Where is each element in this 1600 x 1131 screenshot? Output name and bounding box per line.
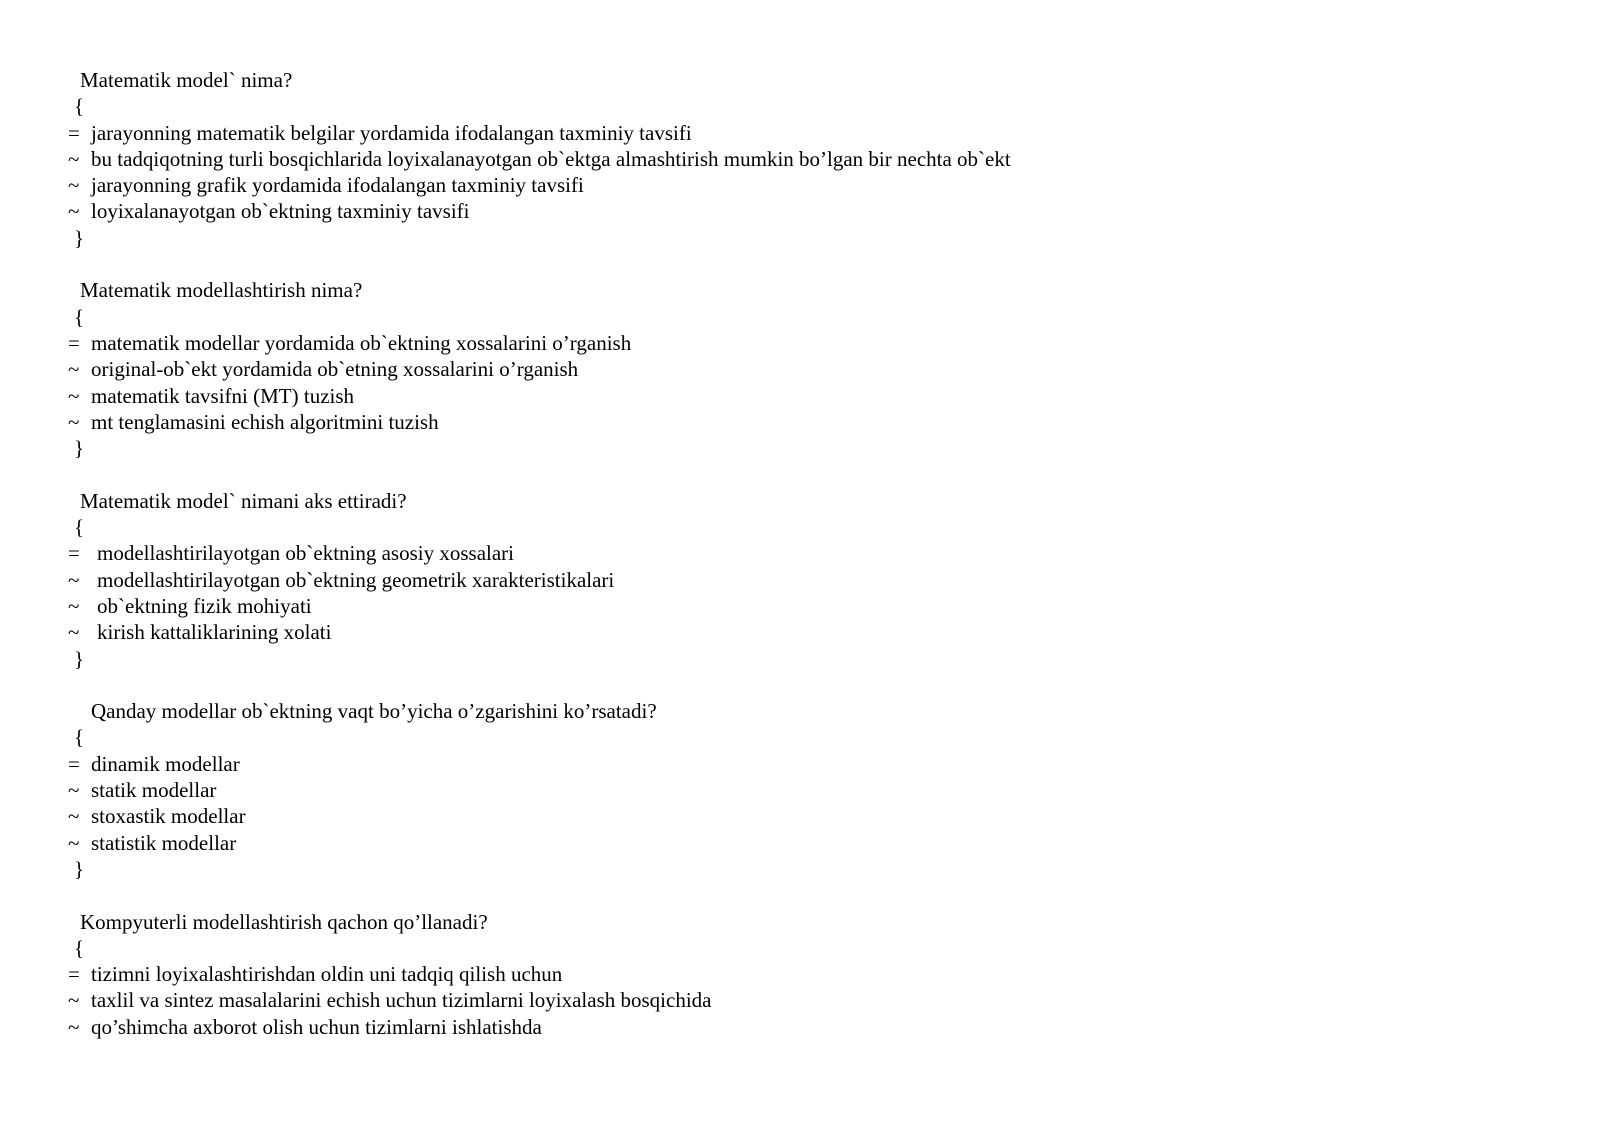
open-brace: { [74, 94, 85, 119]
answer-text: original-ob`ekt yordamida ob`etning xossalarini o’rganish [91, 357, 579, 382]
question-text: Qanday modellar ob`ektning vaqt bo’yicha o’zgarishini ko’rsatadi? [91, 699, 657, 724]
document-page [68, 67, 1548, 1066]
question-text: Matematik modellashtirish nima? [80, 278, 363, 303]
answer-marker-wrong: ~ [68, 567, 80, 592]
answer-text: modellashtirilayotgan ob`ektning geometrik xarakteristikalari [97, 567, 615, 592]
answer-line [68, 751, 1548, 777]
answer-text: taxlil va sintez masalalarini echish uchun tizimlarni loyixalash bosqichida [91, 988, 712, 1013]
answer-text: kirish kattaliklarining xolati [97, 620, 332, 645]
answer-marker-correct: = [68, 962, 80, 987]
answer-line [68, 383, 1548, 409]
answer-marker-wrong: ~ [68, 357, 80, 382]
answer-line [68, 198, 1548, 224]
open-brace: { [74, 725, 85, 750]
question-text: Matematik model` nimani aks ettiradi? [80, 488, 407, 513]
answer-marker-wrong: ~ [68, 409, 80, 434]
answer-line [68, 146, 1548, 172]
open-brace: { [74, 304, 85, 329]
answer-text: matematik tavsifni (MT) tuzish [91, 383, 355, 408]
answer-line [68, 567, 1548, 593]
open-brace: { [74, 935, 85, 960]
answer-text: jarayonning matematik belgilar yordamida ifodalangan taxminiy tavsifi [91, 120, 692, 145]
question-text: Kompyuterli modellashtirish qachon qo’llanadi? [80, 909, 488, 934]
open-brace: { [74, 515, 85, 540]
answer-text: modellashtirilayotgan ob`ektning asosiy xossalari [97, 541, 515, 566]
answer-text: statistik modellar [91, 830, 237, 855]
question-text: Matematik model` nima? [80, 68, 293, 92]
answer-line [68, 1014, 1548, 1040]
answer-line [68, 593, 1548, 619]
answer-marker-wrong: ~ [68, 593, 80, 618]
answer-text: bu tadqiqotning turli bosqichlarida loyixalanayotgan ob`ektga almashtirish mumkin bo’lgan bir nechta ob`ekt [91, 146, 1011, 171]
answer-line [68, 830, 1548, 856]
answer-line [68, 172, 1548, 198]
question-block-1 [68, 67, 1548, 251]
question-block-5 [68, 909, 1548, 1040]
answer-marker-wrong: ~ [68, 146, 80, 171]
question-block-4 [68, 698, 1548, 882]
answer-marker-wrong: ~ [68, 620, 80, 645]
answer-text: ob`ektning fizik mohiyati [97, 593, 312, 618]
answer-marker-correct: = [68, 330, 80, 355]
answer-marker-wrong: ~ [68, 173, 80, 198]
answer-text: matematik modellar yordamida ob`ektning xossalarini o’rganish [91, 330, 632, 355]
close-brace: } [74, 856, 85, 881]
question-block-2 [68, 277, 1548, 461]
answer-text: mt tenglamasini echish algoritmini tuzish [91, 409, 439, 434]
answer-marker-wrong: ~ [68, 830, 80, 855]
close-brace: } [74, 225, 85, 250]
close-brace: } [74, 436, 85, 461]
answer-text: jarayonning grafik yordamida ifodalangan taxminiy tavsifi [91, 173, 584, 198]
answer-text: statik modellar [91, 778, 217, 803]
answer-line [68, 803, 1548, 829]
answer-marker-wrong: ~ [68, 383, 80, 408]
answer-text: qo’shimcha axborot olish uchun tizimlarni ishlatishda [91, 1014, 542, 1039]
answer-line [68, 961, 1548, 987]
answer-text: stoxastik modellar [91, 804, 246, 829]
answer-text: dinamik modellar [91, 751, 240, 776]
answer-marker-wrong: ~ [68, 778, 80, 803]
answer-line [68, 777, 1548, 803]
answer-line [68, 330, 1548, 356]
answer-text: loyixalanayotgan ob`ektning taxminiy tavsifi [91, 199, 470, 224]
answer-marker-correct: = [68, 751, 80, 776]
close-brace: } [74, 646, 85, 671]
question-block-3 [68, 488, 1548, 672]
answer-marker-correct: = [68, 541, 80, 566]
answer-line [68, 120, 1548, 146]
answer-marker-correct: = [68, 120, 80, 145]
answer-text: tizimni loyixalashtirishdan oldin uni tadqiq qilish uchun [91, 962, 563, 987]
answer-line [68, 540, 1548, 566]
answer-line [68, 409, 1548, 435]
answer-marker-wrong: ~ [68, 988, 80, 1013]
answer-line [68, 356, 1548, 382]
answer-marker-wrong: ~ [68, 1014, 80, 1039]
answer-marker-wrong: ~ [68, 804, 80, 829]
answer-line [68, 987, 1548, 1013]
answer-marker-wrong: ~ [68, 199, 80, 224]
answer-line [68, 619, 1548, 645]
